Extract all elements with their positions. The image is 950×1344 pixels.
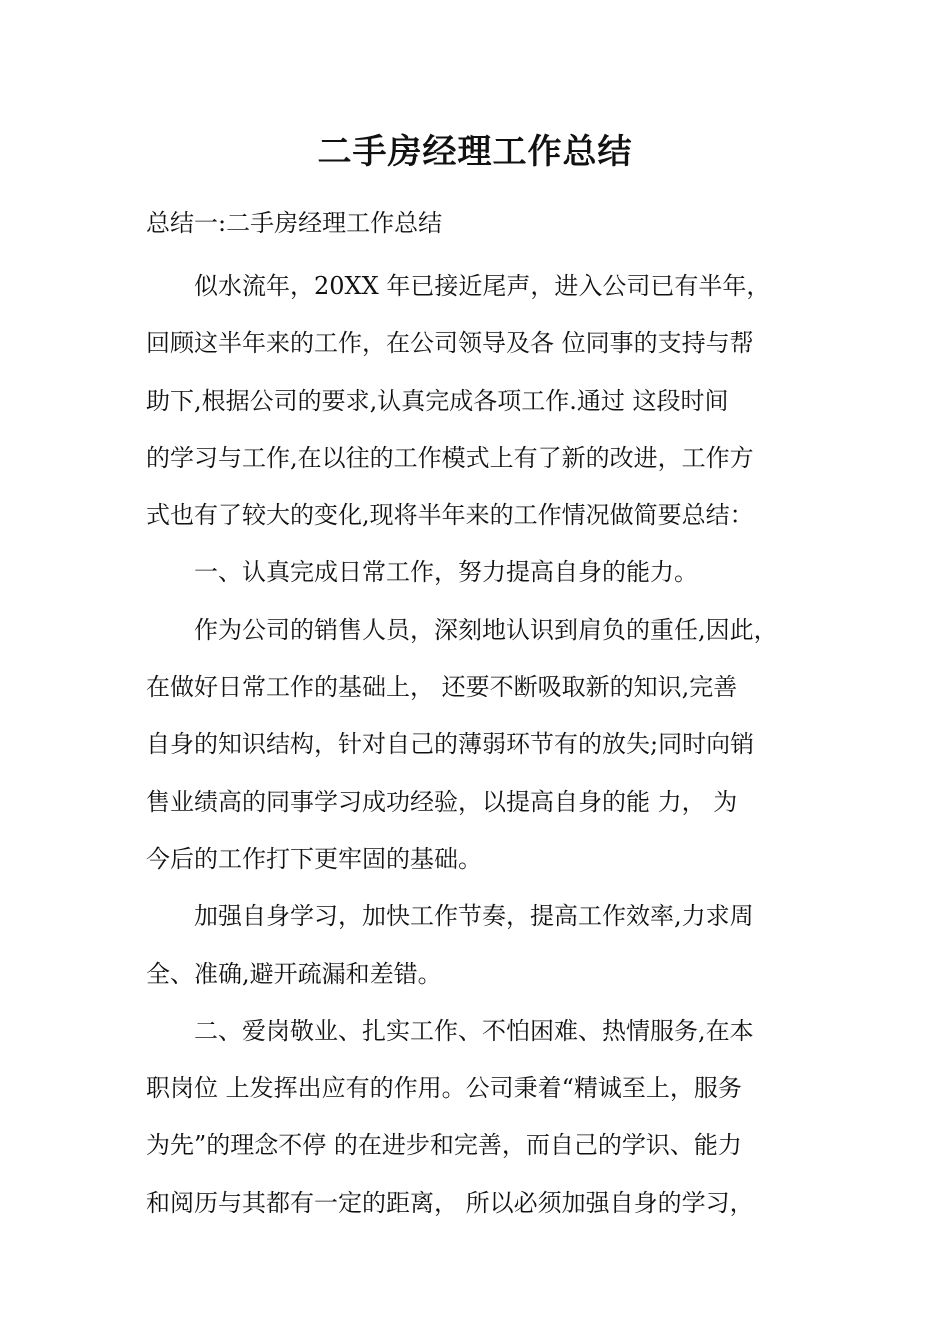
text-line: 作为公司的销售人员，深刻地认识到肩负的重任,因此， <box>194 615 778 644</box>
text-line: 二、爱岗敬业、扎实工作、不怕困难、热情服务,在本 <box>194 1016 754 1045</box>
text-line: 一、认真完成日常工作，努力提高自身的能力。 <box>194 558 698 587</box>
page-title: 二手房经理工作总结 <box>317 132 633 172</box>
paragraph-intro <box>146 258 806 544</box>
text-line: 和阅历与其都有一定的距离， 所以必须加强自身的学习， <box>146 1188 754 1217</box>
paragraph-sales-role <box>146 602 806 888</box>
text-line: 为先”的理念不停 的在进步和完善，而自己的学识、能力 <box>146 1131 742 1160</box>
text-line: 售业绩高的同事学习成功经验，以提高自身的能 力， 为 <box>146 787 738 816</box>
section-subtitle: 总结一:二手房经理工作总结 <box>146 209 443 237</box>
text-line: 的学习与工作,在以往的工作模式上有了新的改进，工作方 <box>146 443 754 472</box>
text-line: 式也有了较大的变化,现将半年来的工作情况做简要总结： <box>146 501 754 530</box>
text-line: 职岗位 上发挥出应有的作用。公司秉着“精诚至上，服务 <box>146 1074 742 1103</box>
section-heading-two <box>146 1003 806 1232</box>
text-line: 今后的工作打下更牢固的基础。 <box>146 844 482 873</box>
paragraph-self-study <box>146 888 806 1003</box>
text-line: 在做好日常工作的基础上， 还要不断吸取新的知识,完善 <box>146 673 738 702</box>
text-line: 加强自身学习，加快工作节奏，提高工作效率,力求周 <box>194 902 754 931</box>
text-line: 似水流年，20XX 年已接近尾声，进入公司已有半年， <box>194 272 771 300</box>
section-heading-one <box>146 544 806 601</box>
text-line: 全、准确,避开疏漏和差错。 <box>146 959 442 988</box>
text-line: 回顾这半年来的工作，在公司领导及各 位同事的支持与帮 <box>146 329 754 358</box>
document-body <box>146 258 806 1232</box>
text-line: 自身的知识结构，针对自己的薄弱环节有的放失;同时向销 <box>146 730 755 759</box>
text-line: 助下,根据公司的要求,认真完成各项工作.通过 这段时间 <box>146 386 729 415</box>
